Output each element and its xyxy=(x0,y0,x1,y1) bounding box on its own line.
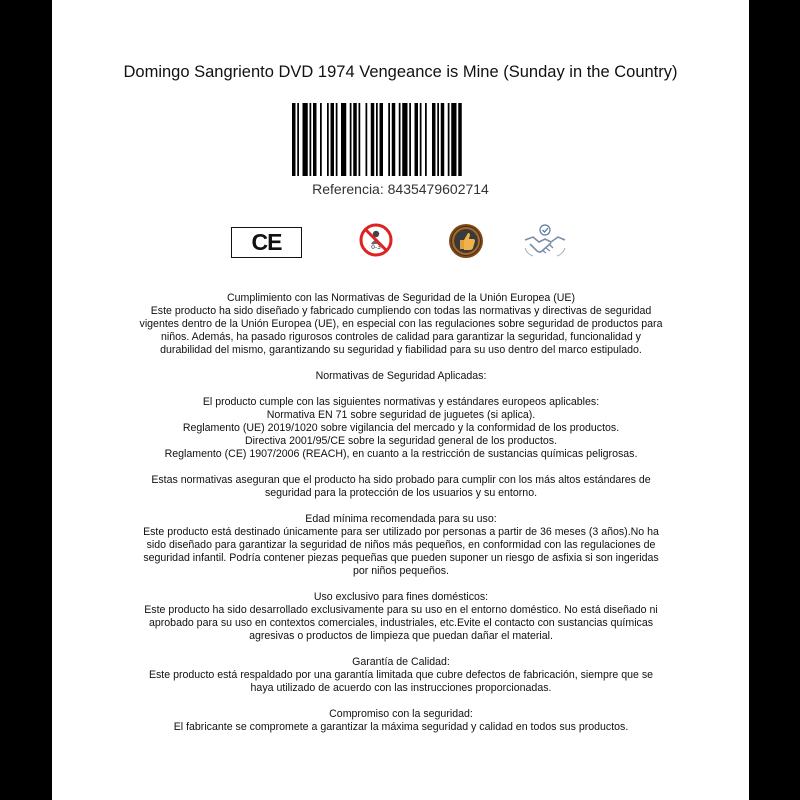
document-page xyxy=(52,0,749,800)
barcode-bar xyxy=(451,103,456,176)
not-for-children-0-3-icon xyxy=(359,223,393,257)
section-line: Este producto está destinado únicamente para ser utilizado por personas a partir de 36 meses (3 años).No ha xyxy=(143,526,659,538)
barcode-bar xyxy=(327,103,329,176)
barcode-bar xyxy=(437,103,439,176)
section-heading: Estas normativas aseguran que el producto ha sido probado para cumplir con los más altos estándares de xyxy=(151,474,651,486)
barcode-bar xyxy=(353,103,357,176)
handshake-check-icon xyxy=(522,222,568,260)
barcode-bar xyxy=(380,103,384,176)
barcode-bar xyxy=(366,103,368,176)
barcode-image xyxy=(292,103,509,176)
section-line: haya utilizado de acuerdo con las instrucciones proporcionadas. xyxy=(250,682,552,694)
age-badge-text: 0-3 xyxy=(371,244,381,251)
section-line: Este producto ha sido diseñado y fabricado cumpliendo con todas las normativas y directivas de seguridad xyxy=(150,305,652,317)
barcode-bar xyxy=(458,103,462,176)
section-heading: Edad mínima recomendada para su uso: xyxy=(305,513,497,525)
section-line: por niños pequeños. xyxy=(352,565,449,577)
section-line: Este producto está respaldado por una garantía limitada que cubre defectos de fabricación, siempre que se xyxy=(148,669,654,681)
barcode-bar xyxy=(441,103,445,176)
section-gap xyxy=(114,500,688,513)
barcode-bar xyxy=(409,103,411,176)
barcode-bar xyxy=(359,103,361,176)
section-line: niños. Además, ha pasado rigurosos controles de calidad para garantizar la seguridad, funcionalidad y xyxy=(161,331,641,343)
barcode-bar xyxy=(448,103,450,176)
barcode-bar xyxy=(371,103,375,176)
product-title: Domingo Sangriento DVD 1974 Vengeance is Mine (Sunday in the Country) xyxy=(123,63,678,81)
barcode-bar xyxy=(425,103,427,176)
barcode-bar xyxy=(402,103,407,176)
barcode-bar xyxy=(420,103,422,176)
section-heading: Garantía de Calidad: xyxy=(352,656,450,668)
certification-icons-row xyxy=(52,222,749,262)
barcode-bar xyxy=(331,103,335,176)
barcode-bar xyxy=(310,103,312,176)
section-gap xyxy=(114,383,688,396)
barcode-bar xyxy=(388,103,390,176)
barcode-bar xyxy=(320,103,322,176)
barcode-bar xyxy=(415,103,419,176)
barcode-bar xyxy=(297,103,299,176)
barcode-bar xyxy=(376,103,378,176)
ce-mark-icon xyxy=(231,227,302,258)
barcode-bar xyxy=(336,103,338,176)
section-gap xyxy=(114,357,688,370)
section-heading: Normativas de Seguridad Aplicadas: xyxy=(315,370,487,382)
section-line: Directiva 2001/95/CE sobre la seguridad general de los productos. xyxy=(244,435,558,447)
section-heading: Cumplimiento con las Normativas de Seguridad de la Unión Europea (UE) xyxy=(226,292,575,304)
barcode-bar xyxy=(313,103,317,176)
ce-mark-text: CE xyxy=(251,229,282,255)
safety-information-text xyxy=(114,292,688,734)
section-line: Normativa EN 71 sobre seguridad de juguetes (si aplica). xyxy=(266,409,536,421)
section-line: durabilidad del mismo, garantizando su seguridad y fiabilidad para su uso dentro del marco estipulado. xyxy=(160,344,642,356)
section-line: El fabricante se compromete a garantizar la máxima seguridad y calidad en todos sus productos. xyxy=(173,721,629,733)
barcode-bar xyxy=(303,103,308,176)
barcode-bar xyxy=(341,103,346,176)
section-line: Este producto ha sido desarrollado exclusivamente para su uso en el entorno doméstico. No está diseñado ni xyxy=(144,604,658,616)
section-gap xyxy=(114,643,688,656)
section-line: seguridad infantil. Podría contener piezas pequeñas que pueden suponer un riesgo de asfixia si son ingeridas xyxy=(143,552,659,564)
barcode-bar xyxy=(350,103,352,176)
section-gap xyxy=(114,578,688,591)
section-line: Reglamento (UE) 2019/1020 sobre vigilancia del mercado y la conformidad de los productos. xyxy=(182,422,620,434)
barcode-bar xyxy=(399,103,401,176)
section-gap xyxy=(114,695,688,708)
section-heading: Compromiso con la seguridad: xyxy=(329,708,473,720)
barcode-bar xyxy=(292,103,296,176)
quality-thumbs-up-icon xyxy=(447,222,485,260)
section-line: aprobado para su uso en contextos comerciales, industriales, etc.Evite el contacto con sustancias químicas xyxy=(148,617,654,629)
section-line: vigentes dentro de la Unión Europea (UE), en especial con las regulaciones sobre seguridad de productos para xyxy=(139,318,663,330)
section-gap xyxy=(114,461,688,474)
section-line: Reglamento (CE) 1907/2006 (REACH), en cuanto a la restricción de sustancias químicas peligrosas. xyxy=(164,448,638,460)
section-line: seguridad para la protección de los usuarios y su entorno. xyxy=(264,487,538,499)
section-line: sido diseñado para garantizar la seguridad de niños más pequeños, en conformidad con las regulaciones de xyxy=(146,539,656,551)
reference-number: Referencia: 8435479602714 xyxy=(312,181,489,197)
section-heading: El producto cumple con las siguientes normativas y estándares europeos aplicables: xyxy=(202,396,600,408)
section-line: agresivas o productos de limpieza que puedan dañar el material. xyxy=(249,630,553,642)
section-heading: Uso exclusivo para fines domésticos: xyxy=(313,591,489,603)
barcode-bar xyxy=(432,103,436,176)
barcode-bar xyxy=(392,103,396,176)
